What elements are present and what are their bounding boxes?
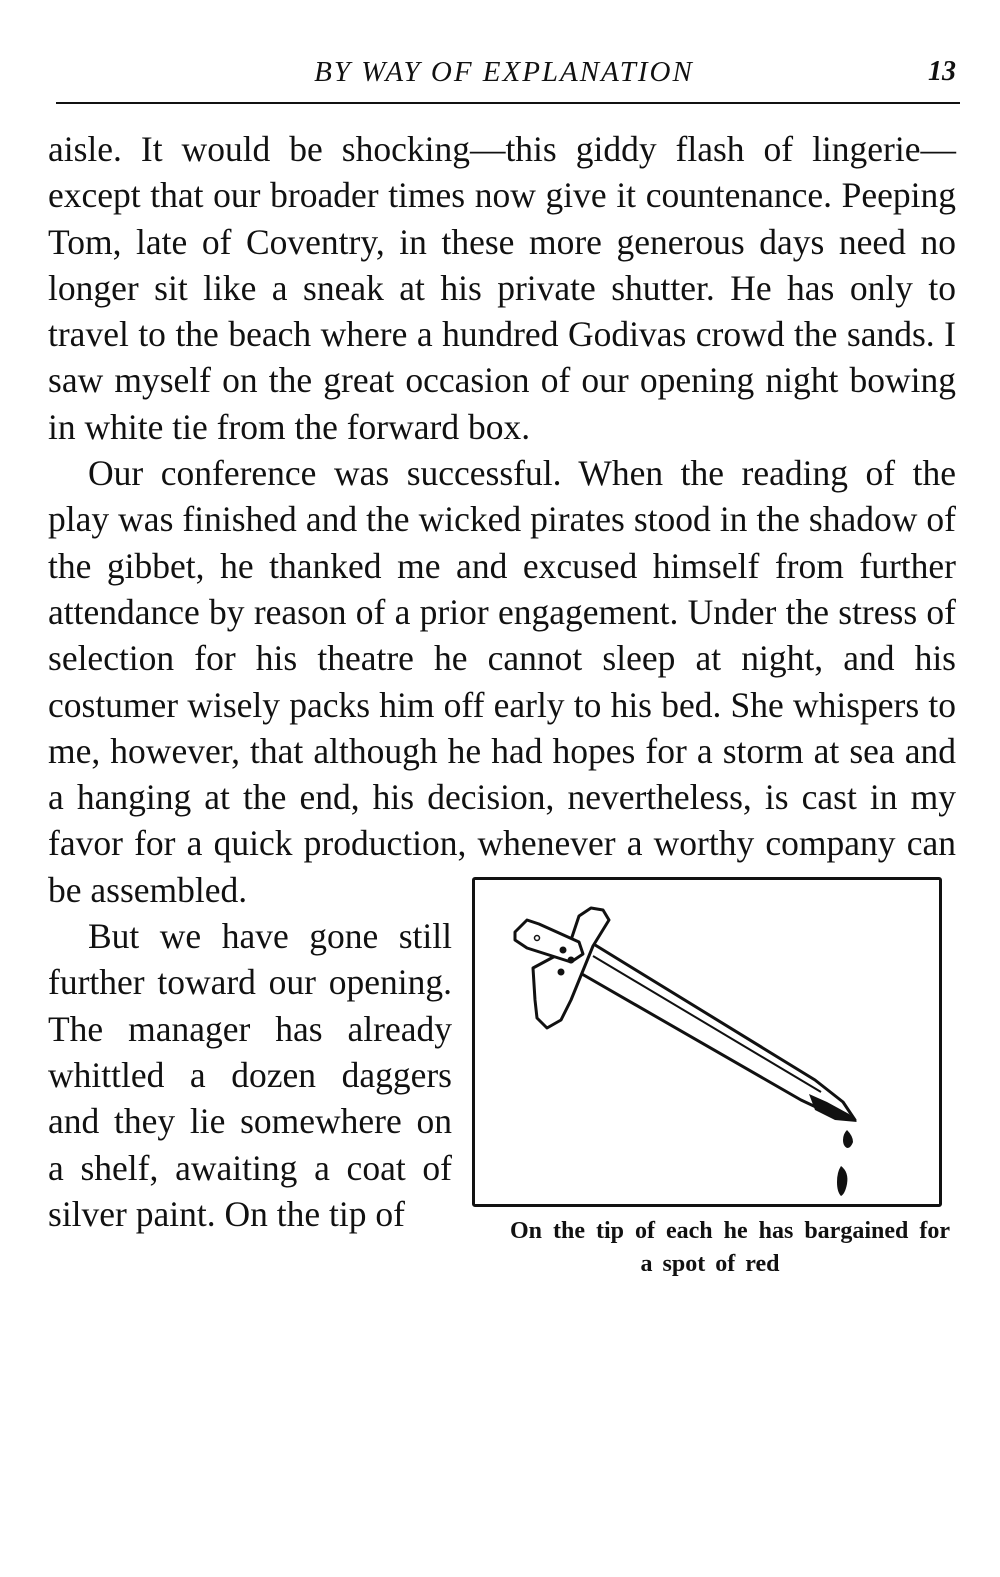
figure-frame (472, 877, 942, 1207)
figure-caption: On the tip of each he has bargained for a spot of red (510, 1217, 950, 1277)
figure (470, 877, 956, 1307)
page-number: 13 (928, 56, 956, 87)
paragraph-2-text: Our conference was successful. When the reading of the play was finished and the wicked pirates stood in the shadow of the gibbet, he thanked me and excused himself from further attendance by reason of a prior engagement. Under the stress of selection for his theatre he cannot sleep at night, and his costumer wisely packs him off early to his bed. She whispers to me, however, that although he had hopes for a storm at sea and a hanging at the end, his decision, nevertheless, is cast in my favor for a quick production, whenever a worthy (48, 453, 956, 864)
page-header (48, 52, 960, 102)
paragraph-1: aisle. It would be shocking—this giddy flash of lingerie—except that our broader times now give it countenance. Peeping Tom, late of Coventry, in these more generous days need no longer sit like a sneak at his private shutter. He has only to travel to the beach where a hundred Godivas crowd the sands. I saw myself on the great occasion of our opening night bowing in white tie from the forward box. (48, 129, 956, 447)
body-text (48, 126, 956, 1307)
paragraph-3: But we have gone still further toward our opening. The manager has already whittled a dozen daggers and they lie somewhere on a shelf, awaiting a coat of silver paint. On the tip of (48, 916, 452, 1234)
dagger-illustration-icon (475, 880, 939, 1204)
running-head: BY WAY OF EXPLANATION (314, 56, 694, 88)
header-rule (56, 102, 960, 104)
paragraph-2-tail: company can be assembled. (48, 823, 957, 910)
